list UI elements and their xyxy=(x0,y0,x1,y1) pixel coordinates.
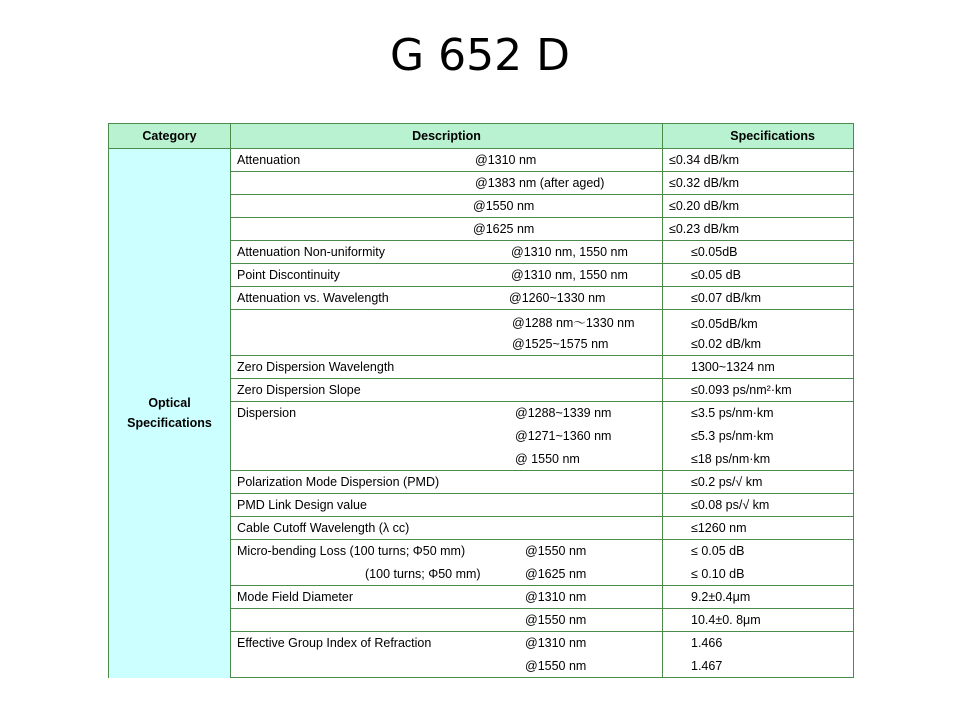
slide-title: G 652 D xyxy=(390,30,570,81)
row-condition: @1310 nm, 1550 nm xyxy=(511,245,628,259)
row-label: Cable Cutoff Wavelength (λ cc) xyxy=(237,521,410,535)
row-condition: @1550 nm xyxy=(473,199,535,213)
spec-cell: ≤0.34 dB/km xyxy=(663,149,854,172)
spec-cell: ≤0.23 dB/km xyxy=(663,218,854,241)
description-cell xyxy=(231,632,663,655)
spec-cell: ≤0.093 ps/nm²·km xyxy=(663,379,854,402)
row-condition: @1550 nm xyxy=(525,544,587,559)
description-cell xyxy=(231,494,663,517)
spec-cell: 10.4±0. 8μm xyxy=(663,609,854,632)
spec-cell: 9.2±0.4μm xyxy=(663,586,854,609)
category-line-2: Specifications xyxy=(127,416,212,431)
spec-cell: ≤0.05dB xyxy=(663,241,854,264)
header-row xyxy=(109,124,854,149)
description-cell xyxy=(231,471,663,494)
description-cell xyxy=(231,241,663,264)
description-cell xyxy=(231,310,663,333)
spec-cell: ≤0.02 dB/km xyxy=(663,333,854,356)
row-condition: @1383 nm (after aged) xyxy=(475,176,605,190)
row-condition: @ 1550 nm xyxy=(515,451,580,466)
description-cell xyxy=(231,448,663,471)
row-label: Attenuation xyxy=(237,153,301,167)
spec-cell: ≤ 0.05 dB xyxy=(663,540,854,563)
spec-cell: 1.467 xyxy=(663,655,854,678)
spec-cell: ≤3.5 ps/nm·km xyxy=(663,402,854,425)
row-condition: @1288 nm～1330 nm xyxy=(512,315,635,330)
table-row xyxy=(109,149,854,172)
spec-cell: ≤1260 nm xyxy=(663,517,854,540)
row-condition: @1310 nm, 1550 nm xyxy=(511,268,628,282)
description-cell xyxy=(231,356,663,379)
spec-cell: ≤18 ps/nm·km xyxy=(663,448,854,471)
row-label: Attenuation vs. Wavelength xyxy=(237,291,389,305)
description-cell xyxy=(231,218,663,241)
row-label: Micro-bending Loss (100 turns; Φ50 mm) xyxy=(237,544,466,559)
row-label: Zero Dispersion Wavelength xyxy=(237,360,395,374)
row-label xyxy=(237,567,525,581)
row-label: Effective Group Index of Refraction xyxy=(237,636,432,651)
spec-cell: ≤0.20 dB/km xyxy=(663,195,854,218)
description-cell xyxy=(231,172,663,195)
description-cell xyxy=(231,586,663,609)
row-condition: @1260~1330 nm xyxy=(509,291,606,305)
row-condition: @1550 nm xyxy=(525,613,587,627)
description-cell xyxy=(231,379,663,402)
spec-cell: ≤0.32 dB/km xyxy=(663,172,854,195)
spec-cell: ≤0.2 ps/√ km xyxy=(663,471,854,494)
header-category: Category xyxy=(109,124,231,149)
row-condition: @1310 nm xyxy=(525,636,587,651)
row-condition: @1310 nm xyxy=(475,153,537,167)
row-label: Attenuation Non-uniformity xyxy=(237,245,385,259)
row-condition: @1271~1360 nm xyxy=(515,429,612,443)
row-condition: @1625 nm xyxy=(525,566,587,581)
description-cell xyxy=(231,655,663,678)
category-cell xyxy=(109,149,231,678)
row-condition: @1288~1339 nm xyxy=(515,406,612,421)
header-specifications: Specifications xyxy=(663,124,854,149)
header-description: Description xyxy=(231,124,663,149)
row-condition: @1525~1575 nm xyxy=(512,336,609,351)
description-cell xyxy=(231,264,663,287)
description-cell xyxy=(231,563,663,586)
description-cell xyxy=(231,287,663,310)
description-cell xyxy=(231,195,663,218)
description-cell xyxy=(231,540,663,563)
row-label: Dispersion xyxy=(237,406,297,421)
description-cell xyxy=(231,425,663,448)
spec-cell: ≤0.05dB/km xyxy=(663,310,854,333)
description-cell xyxy=(231,609,663,632)
spec-cell: 1.466 xyxy=(663,632,854,655)
row-label: Mode Field Diameter xyxy=(237,590,354,604)
spec-cell: ≤0.05 dB xyxy=(663,264,854,287)
row-label: Point Discontinuity xyxy=(237,268,340,282)
spec-cell: ≤ 0.10 dB xyxy=(663,563,854,586)
row-label: Polarization Mode Dispersion (PMD) xyxy=(237,475,440,489)
spec-cell: 1300~1324 nm xyxy=(663,356,854,379)
row-label-text: (100 turns; Φ50 mm) xyxy=(365,566,481,581)
row-label: PMD Link Design value xyxy=(237,498,367,512)
row-condition: @1625 nm xyxy=(473,222,535,236)
spec-cell: ≤5.3 ps/nm·km xyxy=(663,425,854,448)
category-line-1: Optical xyxy=(148,396,191,411)
row-condition: @1550 nm xyxy=(525,658,587,673)
row-condition: @1310 nm xyxy=(525,590,587,604)
description-cell xyxy=(231,149,663,172)
spec-table xyxy=(108,123,854,678)
spec-cell: ≤0.08 ps/√ km xyxy=(663,494,854,517)
description-cell xyxy=(231,517,663,540)
description-cell xyxy=(231,402,663,425)
spec-cell: ≤0.07 dB/km xyxy=(663,287,854,310)
row-label: Zero Dispersion Slope xyxy=(237,383,361,397)
description-cell xyxy=(231,333,663,356)
